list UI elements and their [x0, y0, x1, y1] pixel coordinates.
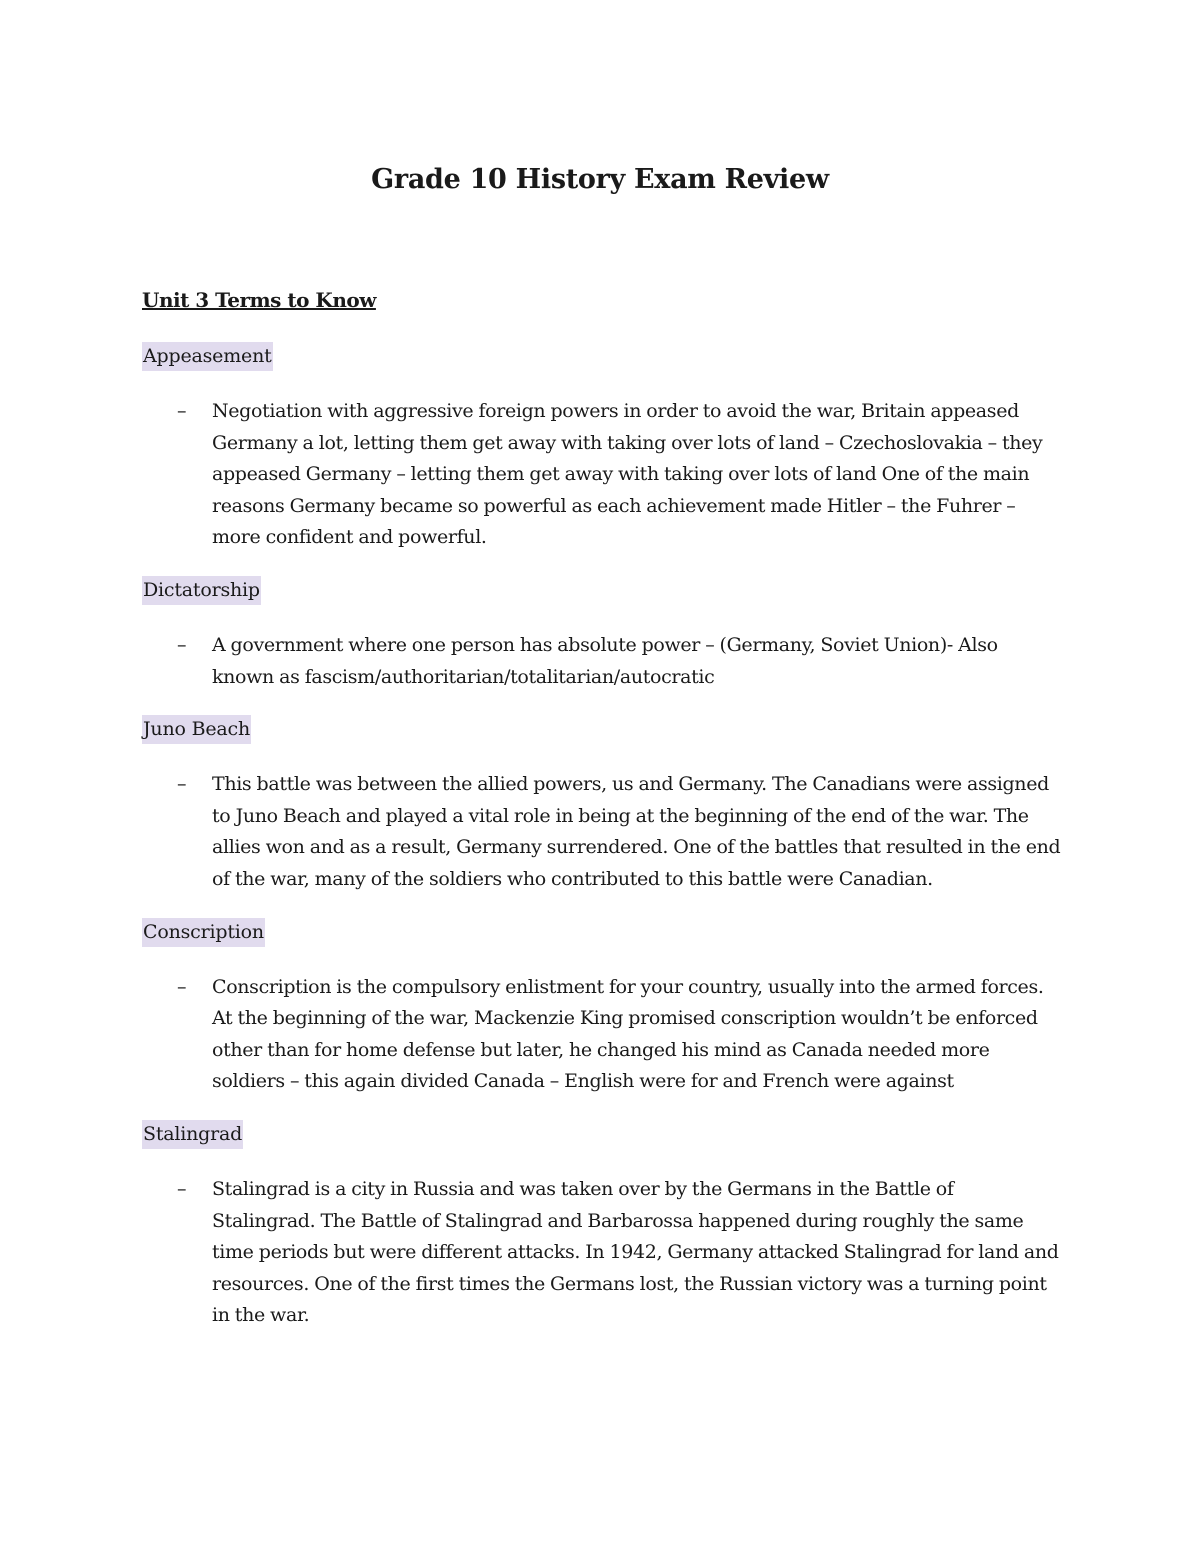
dash-bullet: – — [177, 633, 187, 656]
term-definition — [0, 769, 1062, 895]
term-juno-beach — [0, 715, 1200, 895]
term-definition — [0, 972, 1062, 1098]
dash-bullet: – — [177, 1177, 187, 1200]
term-conscription — [0, 918, 1200, 1098]
definition-text: A government where one person has absolute power – (Germany, Soviet Union)- Also known as fascism/authoritarian/totalitarian/autocratic — [212, 633, 998, 688]
definition-text: Conscription is the compulsory enlistment for your country, usually into the armed forces. At the beginning of the war, Mackenzie King promised conscription wouldn’t be enforced other than for home defense but later, he changed his mind as Canada needed more soldiers – this again divided Canada – English were for and French were against — [212, 975, 1044, 1093]
term-label-highlighted: Conscription — [142, 918, 265, 947]
document-title: Grade 10 History Exam Review — [371, 164, 829, 195]
section-heading: Unit 3 Terms to Know — [142, 288, 376, 312]
term-label-highlighted: Dictatorship — [142, 576, 261, 605]
dash-bullet: – — [177, 773, 187, 796]
dash-bullet: – — [177, 975, 187, 998]
term-label-highlighted: Stalingrad — [142, 1120, 243, 1149]
term-dictatorship — [0, 576, 1200, 693]
term-label-highlighted: Appeasement — [142, 342, 273, 371]
definition-text: Negotiation with aggressive foreign powers in order to avoid the war, Britain appeased Germany a lot, letting them get away with taking over lots of land – Czechoslovakia – they appeased Germany – letting them get away with taking over lots of land One of the main reasons Germany became so powerful as each achievement made Hitler – the Fuhrer – more confident and powerful. — [212, 400, 1043, 549]
definition-text: This battle was between the allied powers, us and Germany. The Canadians were assigned to Juno Beach and played a vital role in being at the beginning of the end of the war. The allies won and as a result, Germany surrendered. One of the battles that resulted in the end of the war, many of the soldiers who contributed to this battle were Canadian. — [212, 773, 1061, 890]
terms-list — [0, 342, 1200, 1354]
term-stalingrad — [0, 1120, 1200, 1332]
term-definition — [0, 1174, 1062, 1332]
term-label-highlighted: Juno Beach — [142, 715, 251, 744]
term-definition — [0, 630, 1062, 693]
term-definition — [0, 396, 1062, 554]
dash-bullet: – — [177, 400, 187, 422]
definition-text: Stalingrad is a city in Russia and was taken over by the Germans in the Battle of Stalingrad. The Battle of Stalingrad and Barbarossa happened during roughly the same time periods but were different attacks. In 1942, Germany attacked Stalingrad for land and resources. One of the first times the Germans lost, the Russian victory was a turning point in the war. — [212, 1177, 1059, 1327]
term-appeasement — [0, 342, 1200, 554]
